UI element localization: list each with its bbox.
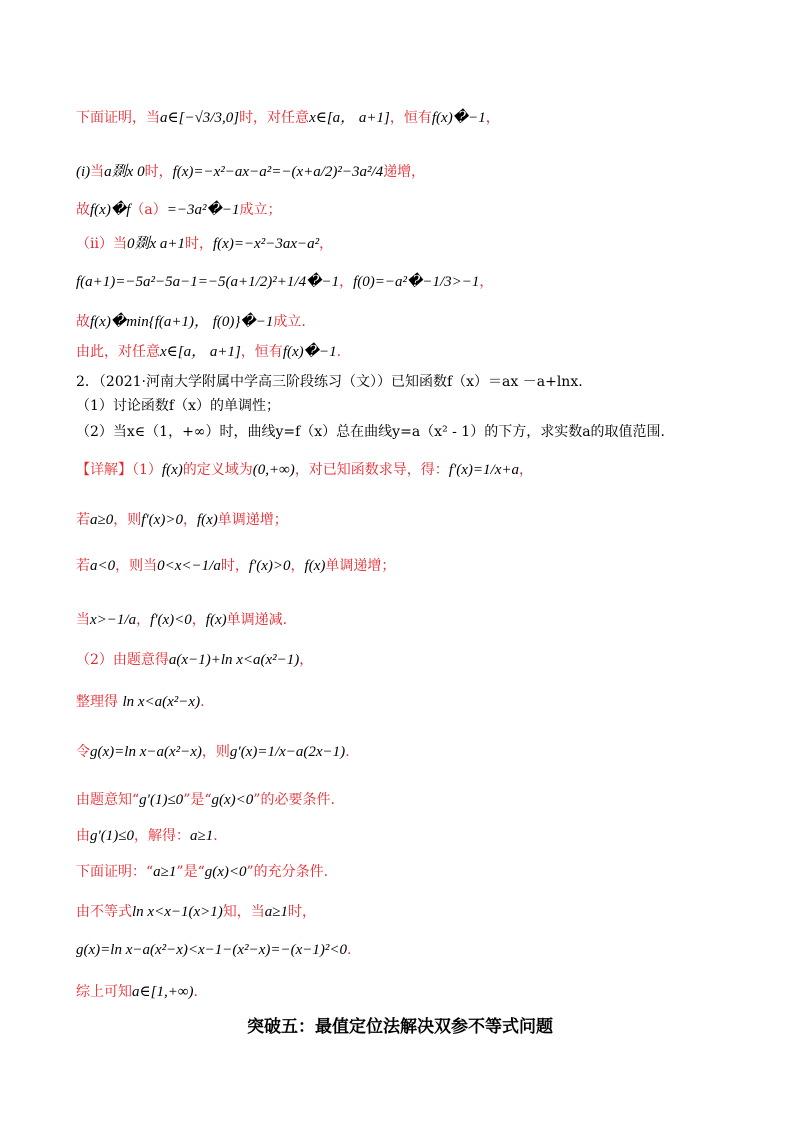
text-segment: . xyxy=(200,694,205,710)
text-line xyxy=(76,312,306,332)
text-segment: ， xyxy=(290,558,305,574)
text-segment: 整理得 xyxy=(76,694,123,710)
text-segment: 由不等式 xyxy=(76,904,132,920)
text-segment: （ii）当 xyxy=(76,236,127,252)
text-line xyxy=(76,790,335,810)
text-segment: ”的必要条件. xyxy=(253,792,335,808)
text-line xyxy=(76,396,280,416)
text-segment: ，对已知函数求导，得： xyxy=(294,462,449,478)
text-segment: ，则 xyxy=(113,512,142,528)
text-line xyxy=(76,742,350,762)
math-expression: a≥1 xyxy=(264,904,288,920)
text-line xyxy=(76,162,425,182)
math-expression: f(x)=−x²−3ax−a² xyxy=(213,236,320,252)
math-expression: f(0)=−a²�−1/3>−1 xyxy=(353,274,480,290)
text-segment: 单调递增； xyxy=(325,558,396,574)
math-expression: a≥1 xyxy=(190,828,214,844)
text-segment: 时，对任意 xyxy=(239,110,310,126)
math-expression: g(x)<0 xyxy=(204,864,247,880)
math-expression: f′(x)>0 xyxy=(141,512,183,528)
text-line xyxy=(76,940,351,960)
math-expression: f(x)�−1 xyxy=(282,344,337,360)
text-line xyxy=(76,982,198,1002)
text-segment: ”是“ xyxy=(183,792,212,808)
text-segment: 由此，对任意 xyxy=(76,344,160,360)
text-segment: 若 xyxy=(76,558,90,574)
text-segment: 时， xyxy=(185,236,213,252)
math-expression: g′(x)=1/x−a(2x−1) xyxy=(229,744,346,760)
text-segment: ， xyxy=(182,512,197,528)
math-expression: ln x<x−1(x>1) xyxy=(132,904,223,920)
text-segment: 单调递减. xyxy=(226,612,288,628)
text-segment: 综上可知 xyxy=(76,984,132,1000)
text-segment: （2）当x∈（1，+∞）时，曲线y=f（x）总在曲线y=a（x² - 1）的下方，求实数a的取值范围. xyxy=(76,424,666,440)
text-segment: . xyxy=(193,984,198,1000)
text-line xyxy=(76,650,313,670)
text-segment: 成立； xyxy=(239,202,282,218)
math-expression: f(x)�f xyxy=(90,202,131,218)
text-segment: 成立. xyxy=(273,314,306,330)
text-segment: 当 xyxy=(76,612,90,628)
math-expression: f′(x)<0 xyxy=(150,612,192,628)
math-expression: g′(1)≤0 xyxy=(139,792,184,808)
text-segment: （a） xyxy=(130,202,167,218)
text-segment: 下面证明，当 xyxy=(76,110,160,126)
text-segment: ， xyxy=(136,612,151,628)
text-line xyxy=(76,272,493,292)
text-segment: ”的充分条件. xyxy=(246,864,329,880)
text-segment: ，解得： xyxy=(134,828,191,844)
math-expression: =−3a²�−1 xyxy=(166,202,240,218)
text-line xyxy=(76,902,316,922)
text-segment: 【详解】（1） xyxy=(76,462,162,478)
text-segment: 递增， xyxy=(383,164,426,180)
text-line xyxy=(76,342,341,362)
text-segment: 时， xyxy=(144,164,173,180)
text-line xyxy=(76,200,281,220)
text-segment: （2）由题意得 xyxy=(76,652,169,668)
math-expression: 0<x<−1/a xyxy=(157,558,221,574)
text-segment: ， xyxy=(485,110,500,126)
math-expression: x>−1/a xyxy=(90,612,137,628)
math-expression: a≥0 xyxy=(90,512,114,528)
text-segment: 时， xyxy=(220,558,249,574)
text-line xyxy=(76,234,333,254)
text-line xyxy=(76,108,500,128)
math-expression: f(x) xyxy=(205,612,227,628)
text-line xyxy=(76,510,288,530)
text-segment: ，恒有 xyxy=(240,344,283,360)
math-expression: g′(1)≤0 xyxy=(90,828,135,844)
text-segment: . xyxy=(345,744,350,760)
text-segment: 故 xyxy=(76,314,90,330)
text-segment: ，则 xyxy=(201,744,230,760)
text-line xyxy=(76,862,328,882)
math-expression: g(x)=ln x−a(x²−x)<x−1−(x²−x)=−(x−1)²<0 xyxy=(76,942,347,958)
section-heading: 突破五：最值定位法解决双参不等式问题 xyxy=(247,1017,553,1037)
text-segment: ， xyxy=(319,236,334,252)
text-segment: . xyxy=(336,344,342,360)
text-line xyxy=(76,422,665,442)
math-expression: f(x) xyxy=(161,462,183,478)
math-expression: f(x) xyxy=(304,558,326,574)
math-expression: f(x)=−x²−ax−a²=−(x+a/2)²−3a²/4 xyxy=(172,164,384,180)
text-segment: （1）讨论函数f（x）的单调性； xyxy=(76,398,280,414)
math-expression: x∈[a， a+1] xyxy=(160,344,241,360)
text-segment: . xyxy=(213,828,218,844)
math-expression: x∈[a， a+1] xyxy=(309,110,390,126)
text-line xyxy=(76,372,583,392)
math-expression: (i) xyxy=(76,164,91,180)
math-expression: ln x<a(x²−x) xyxy=(122,694,201,710)
math-expression: (0,+∞) xyxy=(252,462,295,478)
text-segment: ，恒有 xyxy=(389,110,432,126)
text-segment: ， xyxy=(479,274,494,290)
math-expression: a∈[1,+∞) xyxy=(132,984,194,1000)
text-line xyxy=(76,460,533,480)
text-segment: 令 xyxy=(76,744,90,760)
text-segment: ， xyxy=(518,462,533,478)
text-segment: . xyxy=(346,942,352,958)
text-segment: ，则当 xyxy=(115,558,158,574)
math-expression: a≥1 xyxy=(153,864,177,880)
math-expression: a∈[−√3/3,0] xyxy=(160,110,240,126)
text-segment: 时， xyxy=(287,904,316,920)
math-expression: a剟x 0 xyxy=(104,164,145,180)
text-segment: 故 xyxy=(76,202,90,218)
text-segment: ， xyxy=(299,652,314,668)
math-expression: f(x)�−1 xyxy=(431,110,486,126)
text-line xyxy=(76,826,218,846)
text-segment: ， xyxy=(339,274,354,290)
math-expression: g(x)<0 xyxy=(211,792,254,808)
text-segment: 2．（2021·河南大学附属中学高三阶段练习（文））已知函数f（x）＝ax －a+lnx. xyxy=(76,374,583,390)
math-expression: f′(x)>0 xyxy=(248,558,291,574)
text-segment: 的定义域为 xyxy=(182,462,253,478)
math-expression: f(x)�min{f(a+1)， f(0)}�−1 xyxy=(90,314,274,330)
text-segment: 由题意知“ xyxy=(76,792,140,808)
text-segment: ”是“ xyxy=(176,864,205,880)
text-segment: 当 xyxy=(90,164,105,180)
text-line xyxy=(76,556,395,576)
text-segment: 若 xyxy=(76,512,90,528)
math-expression: f′(x)=1/x+a xyxy=(448,462,519,478)
text-segment: 知，当 xyxy=(222,904,265,920)
math-expression: a(x−1)+ln x<a(x²−1) xyxy=(168,652,300,668)
math-expression: f(a+1)=−5a²−5a−1=−5(a+1/2)²+1/4�−1 xyxy=(76,274,340,290)
text-segment: 由 xyxy=(76,828,90,844)
text-line xyxy=(76,610,287,630)
math-expression: 0剟x a+1 xyxy=(126,236,185,252)
math-expression: f(x) xyxy=(196,512,218,528)
text-segment: 下面证明：“ xyxy=(76,864,154,880)
math-expression: g(x)=ln x−a(x²−x) xyxy=(90,744,202,760)
math-expression: a<0 xyxy=(90,558,116,574)
text-segment: 单调递增； xyxy=(217,512,288,528)
text-segment: ， xyxy=(191,612,206,628)
text-line xyxy=(76,692,205,712)
